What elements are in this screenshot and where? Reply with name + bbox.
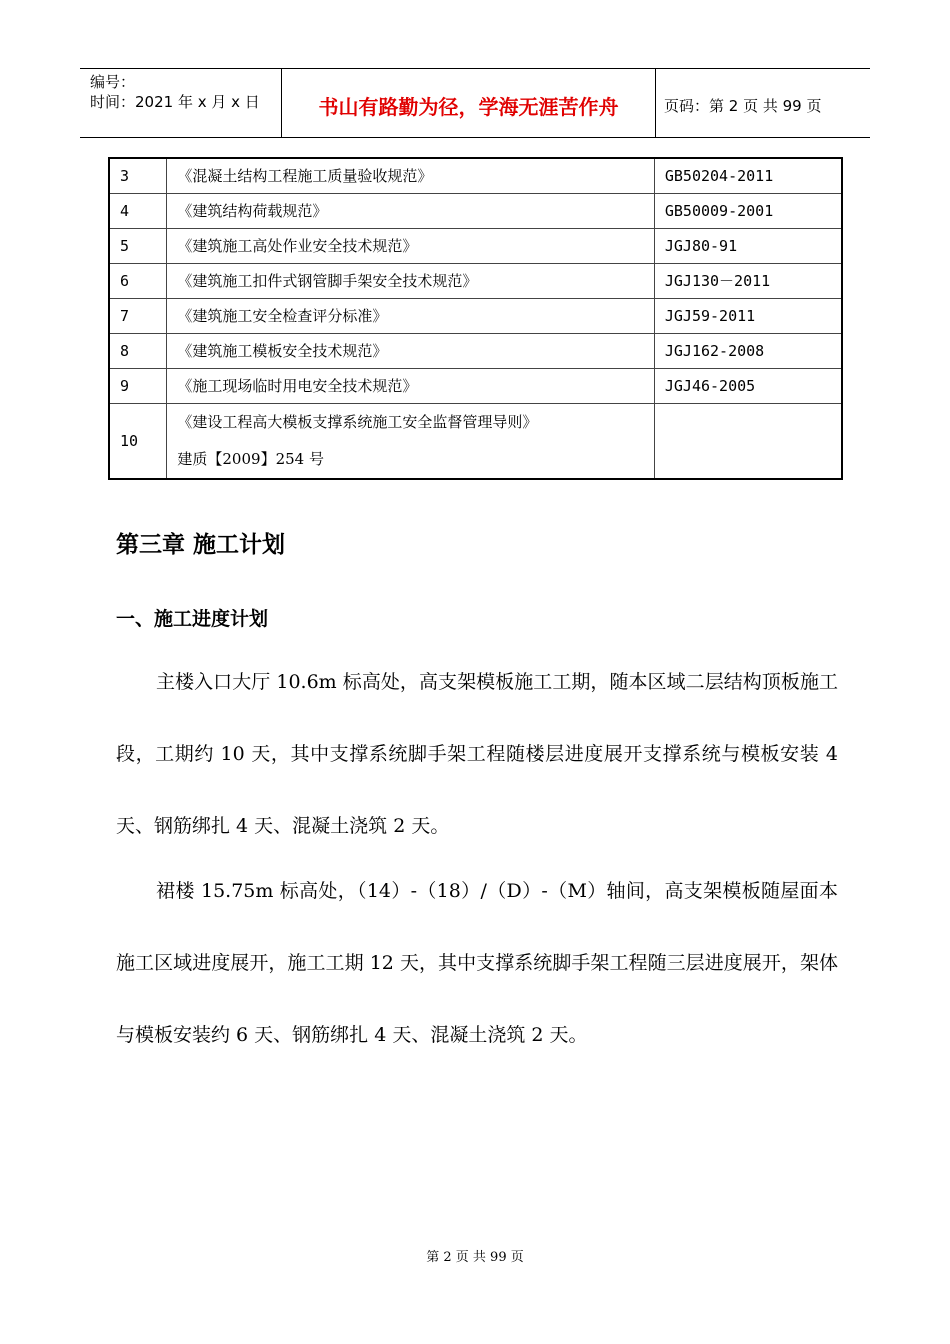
table-row <box>109 193 842 228</box>
standard-name-line1: 《建设工程高大模板支撑系统施工安全监督管理导则》 <box>177 412 538 431</box>
table-row <box>109 263 842 298</box>
standard-name: 《施工现场临时用电安全技术规范》 <box>167 368 654 403</box>
standard-code: JGJ59-2011 <box>654 298 842 333</box>
standard-name: 《建筑施工安全检查评分标准》 <box>167 298 654 333</box>
standard-code: JGJ130－2011 <box>654 263 842 298</box>
header-code-label: 编号： <box>90 73 136 91</box>
standard-name: 《混凝土结构工程施工质量验收规范》 <box>167 158 654 193</box>
standard-name: 《建筑施工高处作业安全技术规范》 <box>167 228 654 263</box>
standards-table <box>108 157 843 480</box>
row-number: 8 <box>109 333 167 368</box>
table-row <box>109 333 842 368</box>
row-number: 4 <box>109 193 167 228</box>
table-row <box>109 368 842 403</box>
table-row <box>109 228 842 263</box>
standard-code: GB50204-2011 <box>654 158 842 193</box>
body-paragraph: 裙楼 15.75m 标高处，（14）-（18）/（D）-（M）轴间，高支架模板随屋面本施工区域进度展开，施工工期 12 天，其中支撑系统脚手架工程随三层进度展开，架体与模板安装约 6 天、钢筋绑扎 4 天、混凝土浇筑 2 天。 <box>116 880 838 1046</box>
standard-name <box>167 403 654 479</box>
header-meta <box>80 69 282 137</box>
row-number: 7 <box>109 298 167 333</box>
standard-name-line2: 建质【2009】254 号 <box>177 449 324 468</box>
row-number: 5 <box>109 228 167 263</box>
standard-code: JGJ46-2005 <box>654 368 842 403</box>
standard-name: 《建筑施工扣件式钢管脚手架安全技术规范》 <box>167 263 654 298</box>
row-number: 10 <box>109 403 167 479</box>
header-time-label: 时间：2021 年 x 月 x 日 <box>90 93 260 111</box>
row-number: 9 <box>109 368 167 403</box>
standard-code: JGJ80-91 <box>654 228 842 263</box>
table-row <box>109 158 842 193</box>
body-paragraph: 主楼入口大厅 10.6m 标高处，高支架模板施工工期，随本区域二层结构顶板施工段，工期约 10 天，其中支撑系统脚手架工程随楼层进度展开支撑系统与模板安装 4 天、钢筋绑扎 4 天、混凝土浇筑 2 天。 <box>116 671 838 837</box>
table-row <box>109 298 842 333</box>
header-motto: 书山有路勤为径，学海无涯苦作舟 <box>282 69 656 137</box>
standard-name: 《建筑施工模板安全技术规范》 <box>167 333 654 368</box>
page-header <box>80 68 870 138</box>
header-page-info: 页码：第 2 页 共 99 页 <box>664 96 822 115</box>
section-title: 一、施工进度计划 <box>116 608 269 630</box>
standard-code <box>654 403 842 479</box>
chapter-title: 第三章 施工计划 <box>116 532 286 558</box>
row-number: 6 <box>109 263 167 298</box>
standard-name: 《建筑结构荷载规范》 <box>167 193 654 228</box>
row-number: 3 <box>109 158 167 193</box>
page-footer: 第 2 页 共 99 页 <box>426 1250 524 1265</box>
table-row <box>109 403 842 479</box>
standard-code: JGJ162-2008 <box>654 333 842 368</box>
standard-code: GB50009-2001 <box>654 193 842 228</box>
